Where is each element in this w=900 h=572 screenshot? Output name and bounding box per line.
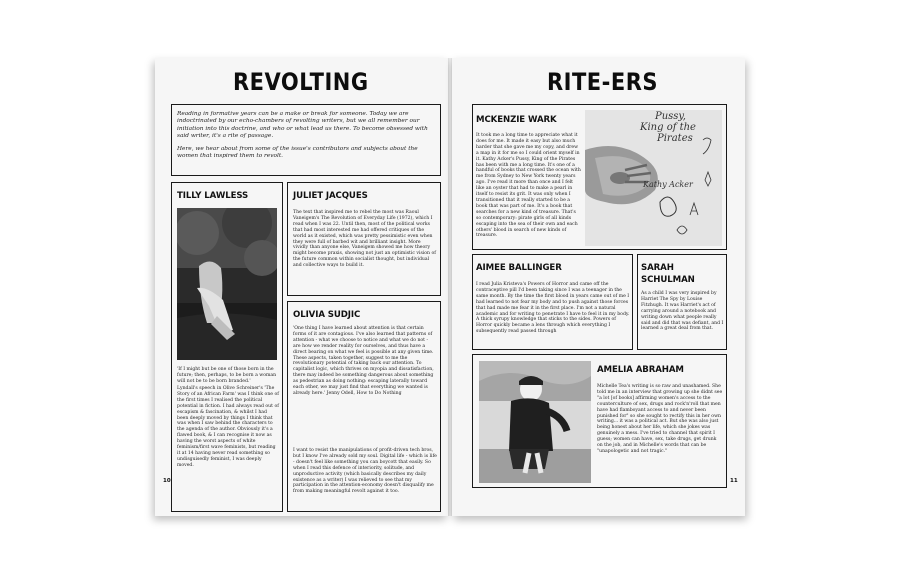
page-title-revolting: REVOLTING: [233, 68, 369, 96]
cover-title-line-2: King of the: [640, 122, 696, 133]
amelia-abraham-photo: [479, 361, 591, 483]
intro-paragraph-2: Here, we hear about from some of the issue's contributors and subjects about the women that inspired them to revolt.: [177, 146, 418, 160]
olivia-text-2: I want to resist the manipulations of profit-driven tech bros, but I know I've already sold my soul. Digital life - which is life - doesn't feel like something you can boycott that easily. So when I read this defence of interiority, solitude, and unproductive activity (which basically describes my daily existence as a writer) I was relieved to see that my participation in the attention-economy doesn't disqualify me from making meaningful revolt against it too.: [293, 448, 437, 495]
sarah-text: As a child I was very inspired by Harriet The Spy by Louise Fitzhugh. It was Harriet's act of carrying around a notebook and writing down what people really said and did that was defiant, and I learned a great deal from that.: [641, 291, 724, 332]
olivia-text-1: 'One thing I have learned about attention is that certain forms of it are contagious. I've also learned that patterns of attention - what we choose to notice and what we do not - are how we render reality for ourselves, and thus have a direct bearing on what we feel is possible at any given time. These aspects, taken together, suggest to me the revolutionary potential of taking back our attention. To capitalist logic, which thrives on myopia and dissatisfaction, there may indeed be something dangerous about something as pedestrian as doing nothing: escaping laterally toward each other, we may just find that everything we wanted is already here.' Jenny Odell, How to Do Nothing: [293, 326, 434, 396]
contributor-name: AIMEE BALLINGER: [476, 263, 562, 273]
tilly-lawless-box: [171, 182, 283, 512]
right-page: [452, 58, 745, 516]
amelia-abraham-box: [472, 354, 727, 488]
juliet-jacques-box: [287, 182, 441, 296]
cover-author: Kathy Acker: [643, 180, 693, 189]
olivia-sudjic-box: [287, 301, 441, 512]
book-cover-photo: [585, 110, 722, 246]
sarah-schulman-box: [637, 254, 727, 350]
mckenzie-text: It took me a long time to appreciate what it does for me. It made it easy but also much harder that she gave me my copy, and drew a map in it for me so I could orient myself in it. Kathy Acker's Pussy, King of the Pirates has been with me a long time. It's one of a handful of books that crossed the ocean with me from Sydney to New York twenty years ago. I've read it more than once and I felt like an oyster that had to make a pearl in itself to resist its grit. It was only when I transitioned that it really started to be a book that was part of me. It's a book that searches for a new kind of treasure. That's so contemporary: pirate girls of all kinds escaping into the sea of their own and each others' blood in search of new kinds of treasure.: [476, 133, 581, 239]
contributor-name-line-1: SARAH: [641, 263, 674, 273]
mckenzie-wark-box: [472, 104, 727, 250]
contributor-name: OLIVIA SUDJIC: [293, 310, 361, 320]
tilly-lawless-photo: [177, 208, 277, 360]
cover-title-line-3: Pirates: [657, 133, 693, 144]
aimee-ballinger-box: [472, 254, 633, 350]
page-number-left: 10: [163, 478, 171, 484]
amelia-text: Michelle Tea's writing is so raw and unashamed. She told me in an interview that growing up she didnt see "a lot [of books] affirming women's access to the counterculture of sex, drugs and rock'n'roll that men have had flamboyant access to and never been punished for" so she sought to rectify this in her own writing... it was a political act. But she was also just being honest about her life, which she jokes was genuinely a mess. I've tried to channel that spirit I guess; women can have, sex, take drugs, get drunk on the job, and in Michelle's words that can be "unapologetic and not tragic.": [597, 384, 723, 454]
left-page: [155, 58, 448, 516]
page-number-right: 11: [730, 478, 738, 484]
contributor-name: AMELIA ABRAHAM: [597, 365, 684, 375]
page-title-rite-ers: RITE-ERS: [547, 68, 659, 96]
contributor-name: JULIET JACQUES: [293, 191, 368, 201]
juliet-text: The text that inspired me to rebel the most was Raoul Vaneigem's The Revolution of Everyday Life (1972), which I read when I was 22. Until then, most of the political works that had most interested me had offered critiques of the world as it existed, which was pretty pessimistic even when they were full of barbed wit and brilliant insight. More vividly than anyone else, Vaneigem showed me how theory might become praxis, showing not just an optimistic vision of the future common within socialist thought, but individual and collective ways to build it.: [293, 210, 436, 269]
contributor-name: TILLY LAWLESS: [177, 191, 249, 201]
aimee-text: I read Julia Kristeva's Powers of Horror and came off the contraceptive pill I'd been taking since I was a teenager in the same month. By the time the first blood in years came out of me I had learned to not fear my body and to push against those forces that had made me fear it in the first place. I'm not a natural academic and for writing to penetrate I have to feel it in my body. A thick syrupy knowledge that sticks to the sides. Powers of Horror quickly became a lens through which everything I subsequently read passed through: [476, 282, 630, 335]
contributor-name-line-2: SCHULMAN: [641, 275, 695, 285]
tilly-text: Lyndall's speech in Olive Schreiner's 'The Story of an African Farm' was I think one of the first times I realised the political potential in fiction. I had always read out of escapism & fascination, & whilst I had been deeply moved by things I think that was when I saw behind the characters to the agenda of the author. Obviously it's a flawed book, & I can recognise it now as having the worst aspects of white feminism/first wave feminists, but reading it at 14 having never read something so undisguisedly feminist, I was deeply moved.: [177, 386, 279, 468]
intro-box: [171, 104, 441, 176]
tilly-quote: 'If I might but be one of those born in the future; then, perhaps, to be born a woman will not be to be born branded.': [177, 367, 277, 384]
cover-title-line-1: Pussy,: [655, 111, 686, 122]
intro-paragraph-1: Reading in formative years can be a make or break for someone. Today we are indoctrinated by our echo-chambers of revolting writers, but we all remember our initiation into this doctrine, and who or what lead us there. To become obsessed with said writer, it's a rite of passage.: [177, 111, 428, 140]
contributor-name: MCKENZIE WARK: [476, 115, 557, 125]
